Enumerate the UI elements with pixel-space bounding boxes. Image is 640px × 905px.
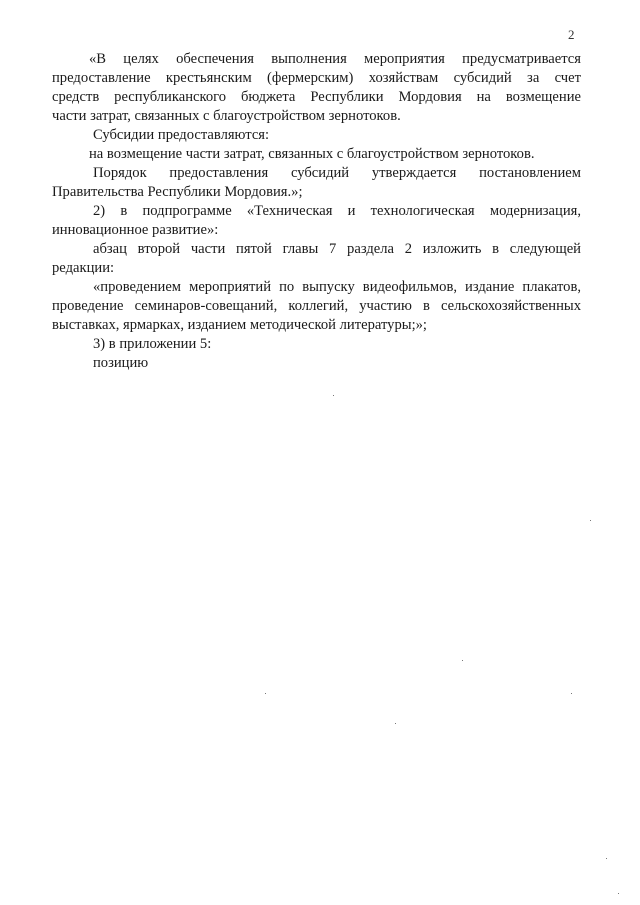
scan-speck (395, 723, 396, 724)
paragraph-position: позицию (93, 355, 149, 371)
text-line: «проведением мероприятий по выпуску видеофильмов, издание плакатов, (93, 279, 581, 295)
text-line: инновационное развитие»: (52, 222, 219, 238)
page-number: 2 (568, 27, 575, 42)
text-line: Правительства Республики Мордовия.»; (52, 184, 303, 200)
scan-speck (618, 893, 619, 894)
text-line: Порядок предоставления субсидий утверждается постановлением (93, 165, 581, 181)
scan-speck (606, 858, 607, 859)
paragraph-appendix: 3) в приложении 5: (93, 336, 212, 352)
text-line: абзац второй части пятой главы 7 раздела 2 изложить в следующей (93, 241, 581, 257)
text-line: части затрат, связанных с благоустройством зернотоков. (52, 108, 401, 124)
scan-speck (590, 520, 591, 521)
paragraph-subsidies-provided: Субсидии предоставляются: (93, 127, 270, 143)
text-line: «В целях обеспечения выполнения мероприятия предусматривается (89, 51, 581, 67)
text-line: предоставление крестьянским (фермерским) хозяйствам субсидий за счет (52, 70, 581, 86)
text-line: проведение семинаров-совещаний, коллегий, участию в сельскохозяйственных (52, 298, 581, 314)
text-line: средств республиканского бюджета Республики Мордовия на возмещение (52, 89, 581, 105)
paragraph-compensation: на возмещение части затрат, связанных с благоустройством зернотоков. (89, 146, 535, 162)
text-line: редакции: (52, 260, 115, 276)
scan-speck (265, 693, 266, 694)
text-line: выставках, ярмарках, изданием методической литературы;»; (52, 317, 427, 333)
scan-speck (462, 660, 463, 661)
scan-speck (333, 395, 334, 396)
scan-speck (571, 693, 572, 694)
text-line: 2) в подпрограмме «Техническая и технологическая модернизация, (93, 203, 581, 219)
